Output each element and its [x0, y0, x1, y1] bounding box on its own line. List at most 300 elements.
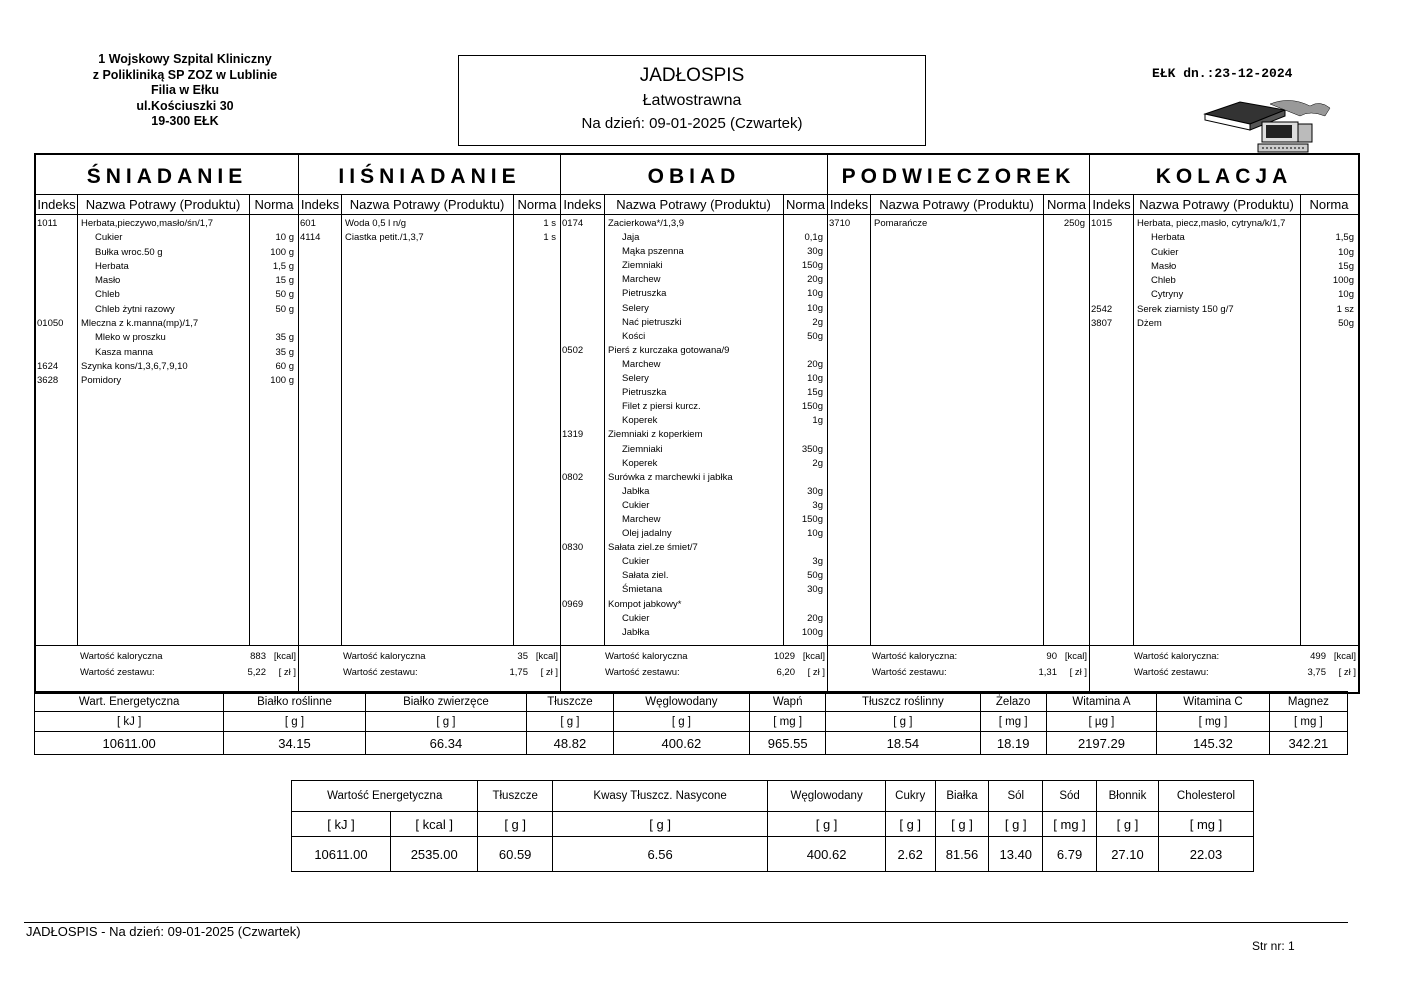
dish-index: 1624 [37, 360, 59, 372]
dish-norm: 20g [807, 612, 823, 624]
ingredient-name: Mleko w proszku [95, 332, 166, 344]
nutrition-units [292, 812, 1254, 837]
ingredient-row [36, 231, 298, 245]
unit-cell: [ g ] [1096, 812, 1158, 837]
value-cell: 6.56 [552, 837, 768, 872]
meal-column [1090, 155, 1358, 692]
cost-label: Wartość zestawu: [80, 667, 155, 678]
dish-norm: 15g [1338, 260, 1354, 272]
ingredient-row [561, 457, 827, 471]
unit-cell: [ mg ] [750, 712, 826, 732]
dish-norm: 1,5g [1335, 232, 1354, 244]
hospital-line: ul.Kościuszki 30 [136, 98, 234, 113]
unit-cell: [ g ] [885, 812, 935, 837]
header-cell: Białko roślinne [224, 692, 365, 712]
dish-list [1090, 217, 1358, 331]
cost-unit: [ zł ] [1069, 667, 1087, 678]
column-header-norm: Norma [1046, 197, 1086, 212]
unit-cell: [ mg ] [980, 712, 1046, 732]
ingredient-name: Marchew [622, 274, 661, 286]
kcal-value: 1029 [773, 651, 795, 662]
value-cell: 2535.00 [390, 837, 478, 872]
header-cell: Witamina C [1157, 692, 1270, 712]
header-cell: Węglowodany [613, 692, 750, 712]
header-cell: Magnez [1269, 692, 1347, 712]
diet-name: Łatwostrawna [642, 92, 742, 109]
column-header-name: Nazwa Potrawy (Produktu) [879, 197, 1034, 212]
header-cell: Żelazo [980, 692, 1046, 712]
ingredient-row [561, 583, 827, 597]
dish-norm: 1,5 g [272, 260, 294, 272]
ingredient-row [561, 372, 827, 386]
ingredient-row [561, 626, 827, 640]
kcal-label: Wartość kaloryczna [343, 651, 426, 662]
footer-divider [24, 922, 1348, 923]
dish-norm: 1 sz [1336, 303, 1354, 315]
cost-value: 6,20 [776, 667, 795, 678]
dish-list [828, 217, 1089, 231]
ingredient-name: Koperek [622, 457, 658, 469]
unit-cell: [ g ] [613, 712, 750, 732]
dish-index: 1011 [37, 218, 58, 229]
ingredient-name: Kości [622, 330, 646, 342]
dish-norm: 100g [801, 626, 823, 638]
dish-name: Kompot jabkowy* [608, 598, 682, 610]
ingredient-row [561, 443, 827, 457]
value-cell: 145.32 [1157, 732, 1270, 755]
unit-cell: [ µg ] [1046, 712, 1156, 732]
dish-norm: 50g [1338, 318, 1354, 330]
unit-cell: [ g ] [478, 812, 552, 837]
dish-index: 3807 [1091, 318, 1113, 330]
dish-norm: 35 g [275, 346, 294, 358]
dish-row [36, 317, 298, 331]
ingredient-row [36, 260, 298, 274]
ingredient-name: Pietruszka [622, 387, 667, 399]
dish-norm: 10 g [275, 232, 294, 244]
dish-index: 1319 [562, 429, 584, 441]
ingredient-row [561, 386, 827, 400]
cost-value: 1,75 [509, 667, 528, 678]
ingredient-name: Pietruszka [622, 288, 667, 300]
unit-cell: [ g ] [365, 712, 527, 732]
meal-summary [299, 646, 560, 692]
dish-index: 3628 [37, 375, 59, 387]
ingredient-name: Selery [622, 373, 649, 385]
column-divider [870, 195, 871, 646]
column-header-name: Nazwa Potrawy (Produktu) [1139, 197, 1294, 212]
ingredient-name: Ziemniaki [622, 260, 663, 272]
dish-norm: 10g [807, 288, 823, 300]
ingredient-name: Herbata [1151, 232, 1185, 244]
dish-index: 3710 [829, 218, 851, 229]
column-headers [828, 195, 1089, 215]
document-title: JADŁOSPIS [639, 65, 745, 86]
header-cell: Wart. Energetyczna [35, 692, 224, 712]
kcal-label: Wartość kaloryczna: [1134, 651, 1220, 662]
ingredient-row [561, 330, 827, 344]
dish-name: Szynka kons/1,3,6,7,9,10 [81, 360, 188, 372]
column-header-index: Indeks [1092, 197, 1131, 212]
hospital-line: 19-300 EŁK [151, 114, 219, 128]
unit-cell: [ g ] [768, 812, 885, 837]
hospital-line: 1 Wojskowy Szpital Kliniczny [98, 52, 272, 66]
dish-norm: 350g [801, 443, 823, 455]
unit-cell: [ g ] [224, 712, 365, 732]
dish-name: Serek ziarnisty 150 g/7 [1137, 303, 1234, 315]
dish-norm: 35 g [275, 332, 294, 344]
kcal-value: 499 [1310, 651, 1326, 662]
unit-cell: [ mg ] [1159, 812, 1254, 837]
header-cell: Tłuszcze [527, 692, 613, 712]
ingredient-name: Chleb [1151, 275, 1176, 287]
dish-name: Dżem [1137, 318, 1162, 330]
ingredient-row [36, 303, 298, 317]
unit-cell: [ kcal ] [390, 812, 478, 837]
ingredient-row [1090, 231, 1358, 245]
ingredient-name: Kasza manna [95, 346, 154, 358]
meal-column [561, 155, 828, 692]
value-cell: 965.55 [750, 732, 826, 755]
kcal-value: 883 [250, 651, 266, 662]
ingredient-name: Marchew [622, 358, 661, 370]
ingredient-name: Sałata ziel. [622, 570, 669, 582]
header-cell: Białka [935, 781, 989, 812]
dish-name: Pomidory [81, 375, 122, 387]
kcal-unit: [kcal] [1333, 651, 1356, 662]
ingredient-name: Chleb [95, 289, 120, 301]
value-cell: 10611.00 [35, 732, 224, 755]
dish-name: Herbata,pieczywo,masło/śn/1,7 [81, 218, 214, 229]
dish-name: Pomarańcze [874, 218, 928, 229]
ingredient-name: Chleb żytni razowy [95, 303, 175, 315]
column-header-norm: Norma [517, 197, 557, 212]
meal-summary [36, 646, 298, 692]
value-cell: 6.79 [1043, 837, 1097, 872]
dish-norm: 100 g [270, 375, 294, 387]
ingredient-name: Cukier [622, 556, 650, 568]
dish-name: Pierś z kurczaka gotowana/9 [608, 344, 730, 356]
header-cell: Sól [989, 781, 1043, 812]
dish-name: Mleczna z k.manna(mp)/1,7 [81, 318, 199, 330]
dish-norm: 10g [807, 302, 823, 314]
ingredient-row [1090, 274, 1358, 288]
ingredient-row [561, 287, 827, 301]
unit-cell: [ g ] [552, 812, 768, 837]
meal-column [36, 155, 299, 692]
cost-label: Wartość zestawu: [605, 667, 680, 678]
dish-norm: 10g [807, 528, 823, 540]
ingredient-row [561, 231, 827, 245]
nutrition-headers [292, 781, 1254, 812]
value-cell: 81.56 [935, 837, 989, 872]
dish-norm: 2g [812, 316, 823, 328]
column-header-index: Indeks [563, 197, 602, 212]
dish-norm: 15 g [275, 275, 294, 287]
nutrition-values [35, 732, 1348, 755]
dish-index: 0802 [562, 471, 584, 483]
dish-norm: 20g [807, 274, 823, 286]
unit-cell: [ g ] [527, 712, 613, 732]
kcal-label: Wartość kaloryczna [80, 651, 163, 662]
ingredient-row [561, 302, 827, 316]
dish-name: Surówka z marchewki i jabłka [608, 471, 733, 483]
ingredient-row [561, 245, 827, 259]
ingredient-row [36, 331, 298, 345]
value-cell: 10611.00 [292, 837, 391, 872]
column-divider [1043, 195, 1044, 646]
ingredient-row [36, 288, 298, 302]
ingredient-name: Selery [622, 302, 649, 314]
header-cell: Tłuszcze [478, 781, 552, 812]
column-headers [1090, 195, 1358, 215]
page-number: Str nr: 1 [1252, 939, 1295, 953]
ingredient-name: Masło [95, 275, 121, 287]
ingredient-name: Cukier [95, 232, 123, 244]
kcal-unit: [kcal] [535, 651, 558, 662]
column-header-norm: Norma [1309, 197, 1349, 212]
meal-title: ŚNIADANIE [36, 155, 298, 195]
hospital-line: Filia w Ełku [150, 83, 220, 97]
ingredient-row [1090, 288, 1358, 302]
cost-value: 1,31 [1038, 667, 1057, 678]
meal-title: OBIAD [561, 155, 827, 195]
kcal-label: Wartość kaloryczna: [872, 651, 958, 662]
dish-list [36, 217, 298, 389]
column-headers [299, 195, 560, 215]
dish-name: Woda 0,5 l n/g [345, 218, 407, 229]
cost-label: Wartość zestawu: [872, 667, 947, 678]
dish-norm: 1g [812, 415, 823, 427]
ingredient-name: Śmietana [622, 584, 663, 596]
ingredient-name: Cukier [622, 499, 650, 511]
dish-name: Ziemniaki z koperkiem [608, 429, 703, 441]
unit-cell: [ kJ ] [35, 712, 224, 732]
dish-norm: 0,1g [804, 232, 823, 244]
dish-name: Zacierkowa*/1,3,9 [608, 218, 685, 229]
dish-row [36, 217, 298, 231]
dish-row [1090, 317, 1358, 331]
cost-value: 3,75 [1307, 667, 1326, 678]
dish-norm: 50 g [275, 303, 294, 315]
column-headers [561, 195, 827, 215]
column-header-norm: Norma [785, 197, 825, 212]
column-headers [36, 195, 298, 215]
unit-cell: [ mg ] [1269, 712, 1347, 732]
kcal-value: 35 [517, 651, 528, 662]
dish-list [561, 217, 827, 640]
meal-summary [1090, 646, 1358, 692]
meal-column [828, 155, 1090, 692]
ingredient-name: Olej jadalny [622, 528, 672, 540]
dish-norm: 100 g [270, 246, 294, 258]
kcal-label: Wartość kaloryczna [605, 651, 688, 662]
dish-norm: 50 g [275, 289, 294, 301]
dish-list [299, 217, 560, 246]
unit-cell: [ g ] [989, 812, 1043, 837]
ingredient-row [36, 346, 298, 360]
nutrition-units [35, 712, 1348, 732]
ingredient-name: Mąka pszenna [622, 246, 684, 258]
dish-row [1090, 303, 1358, 317]
header-cell: Błonnik [1096, 781, 1158, 812]
ingredient-row [561, 316, 827, 330]
unit-cell: [ mg ] [1157, 712, 1270, 732]
ingredient-row [561, 612, 827, 626]
hospital-line: z Polikliniką SP ZOZ w Lublinie [92, 67, 278, 82]
ingredient-row [36, 246, 298, 260]
value-cell: 18.54 [826, 732, 980, 755]
dish-index: 601 [300, 218, 316, 229]
ingredient-row [561, 569, 827, 583]
nutrition-headers [35, 692, 1348, 712]
ingredient-row [561, 555, 827, 569]
value-cell: 22.03 [1159, 837, 1254, 872]
menu-date: Na dzień: 09-01-2025 (Czwartek) [581, 115, 803, 132]
kcal-unit: [kcal] [1064, 651, 1087, 662]
hospital-address [60, 52, 310, 130]
ingredient-name: Filet z piersi kurcz. [622, 401, 701, 413]
ingredient-row [1090, 260, 1358, 274]
meal-summary [828, 646, 1089, 692]
value-cell: 2197.29 [1046, 732, 1156, 755]
column-divider [341, 195, 342, 646]
header-cell: Cukry [885, 781, 935, 812]
dish-norm: 2g [812, 457, 823, 469]
dish-row [36, 374, 298, 388]
ingredient-name: Bułka wroc.50 g [95, 246, 163, 258]
ingredient-name: Cukier [1151, 246, 1179, 258]
kcal-value: 90 [1046, 651, 1057, 662]
value-cell: 400.62 [768, 837, 885, 872]
column-header-name: Nazwa Potrawy (Produktu) [349, 197, 505, 212]
dish-row [561, 598, 827, 612]
dish-norm: 1 s [543, 232, 556, 244]
dish-index: 1015 [1091, 218, 1113, 229]
dish-norm: 30g [807, 246, 823, 258]
dish-norm: 3g [812, 499, 823, 511]
header-cell: Witamina A [1046, 692, 1156, 712]
dish-row [561, 217, 827, 231]
dish-index: 01050 [37, 318, 64, 330]
dish-norm: 10g [1338, 289, 1354, 301]
value-cell: 60.59 [478, 837, 552, 872]
meal-title: IIŚNIADANIE [299, 155, 560, 195]
cost-unit: [ zł ] [540, 667, 558, 678]
dish-norm: 50g [807, 330, 823, 342]
ingredient-row [561, 259, 827, 273]
value-cell: 66.34 [365, 732, 527, 755]
dish-row [561, 344, 827, 358]
dish-norm: 1 s [543, 218, 556, 229]
meals-grid [34, 153, 1360, 694]
column-header-name: Nazwa Potrawy (Produktu) [85, 197, 241, 212]
dish-norm: 150g [801, 401, 823, 413]
dish-row [1090, 217, 1358, 231]
ingredient-name: Jabłka [622, 626, 650, 638]
dish-norm: 60 g [275, 360, 294, 372]
unit-cell: [ g ] [935, 812, 989, 837]
ingredient-name: Cytryny [1151, 289, 1184, 301]
value-cell: 13.40 [989, 837, 1043, 872]
ingredient-row [561, 414, 827, 428]
column-header-norm: Norma [254, 197, 294, 212]
header-cell: Sód [1043, 781, 1097, 812]
dish-row [561, 541, 827, 555]
meal-title: PODWIECZOREK [828, 155, 1089, 195]
header-cell: Kwasy Tłuszcz. Nasycone [552, 781, 768, 812]
dish-index: 2542 [1091, 303, 1113, 315]
nutrition-table-main [34, 691, 1348, 755]
column-divider [513, 195, 514, 646]
header-cell: Cholesterol [1159, 781, 1254, 812]
dish-norm: 30g [807, 485, 823, 497]
dish-index: 4114 [300, 232, 321, 244]
cost-value: 5,22 [247, 667, 266, 678]
ingredient-row [561, 273, 827, 287]
ingredient-row [36, 274, 298, 288]
dish-row [561, 471, 827, 485]
cost-unit: [ zł ] [807, 667, 825, 678]
ingredient-name: Masło [1151, 260, 1177, 272]
value-cell: 400.62 [613, 732, 750, 755]
cost-unit: [ zł ] [1338, 667, 1356, 678]
meal-title: KOLACJA [1090, 155, 1358, 195]
column-header-index: Indeks [37, 197, 76, 212]
dish-norm: 250g [1063, 218, 1085, 229]
ingredient-name: Jabłka [622, 485, 650, 497]
ingredient-name: Marchew [622, 513, 661, 525]
cost-label: Wartość zestawu: [1134, 667, 1209, 678]
value-cell: 2.62 [885, 837, 935, 872]
unit-cell: [ kJ ] [292, 812, 391, 837]
dish-norm: 100g [1332, 275, 1354, 287]
value-cell: 342.21 [1269, 732, 1347, 755]
dish-row [828, 217, 1089, 231]
dish-row [299, 217, 560, 231]
cost-label: Wartość zestawu: [343, 667, 418, 678]
ingredient-row [561, 513, 827, 527]
kcal-unit: [kcal] [802, 651, 825, 662]
ingredient-name: Ziemniaki [622, 443, 663, 455]
dish-row [561, 428, 827, 442]
dish-norm: 30g [807, 584, 823, 596]
dish-norm: 10g [1338, 246, 1354, 258]
ingredient-name: Nać pietruszki [622, 316, 682, 328]
ingredient-name: Cukier [622, 612, 650, 624]
ingredient-row [561, 499, 827, 513]
header-cell: Białko zwierzęce [365, 692, 527, 712]
header-cell: Wapń [750, 692, 826, 712]
dish-norm: 150g [801, 260, 823, 272]
value-cell: 27.10 [1096, 837, 1158, 872]
unit-cell: [ mg ] [1043, 812, 1097, 837]
dish-index: 0502 [562, 344, 584, 356]
value-cell: 34.15 [224, 732, 365, 755]
footer-text: JADŁOSPIS - Na dzień: 09-01-2025 (Czwartek) [26, 924, 301, 939]
header-cell: Tłuszcz roślinny [826, 692, 980, 712]
column-header-name: Nazwa Potrawy (Produktu) [616, 197, 771, 212]
header-cell: Wartość Energetyczna [292, 781, 478, 812]
ingredient-row [561, 485, 827, 499]
value-cell: 48.82 [527, 732, 613, 755]
nutrition-values [292, 837, 1254, 872]
ingredient-name: Herbata [95, 260, 129, 272]
title-box [458, 55, 926, 146]
dish-index: 0969 [562, 598, 584, 610]
meal-summary [561, 646, 827, 692]
ingredient-row [1090, 246, 1358, 260]
